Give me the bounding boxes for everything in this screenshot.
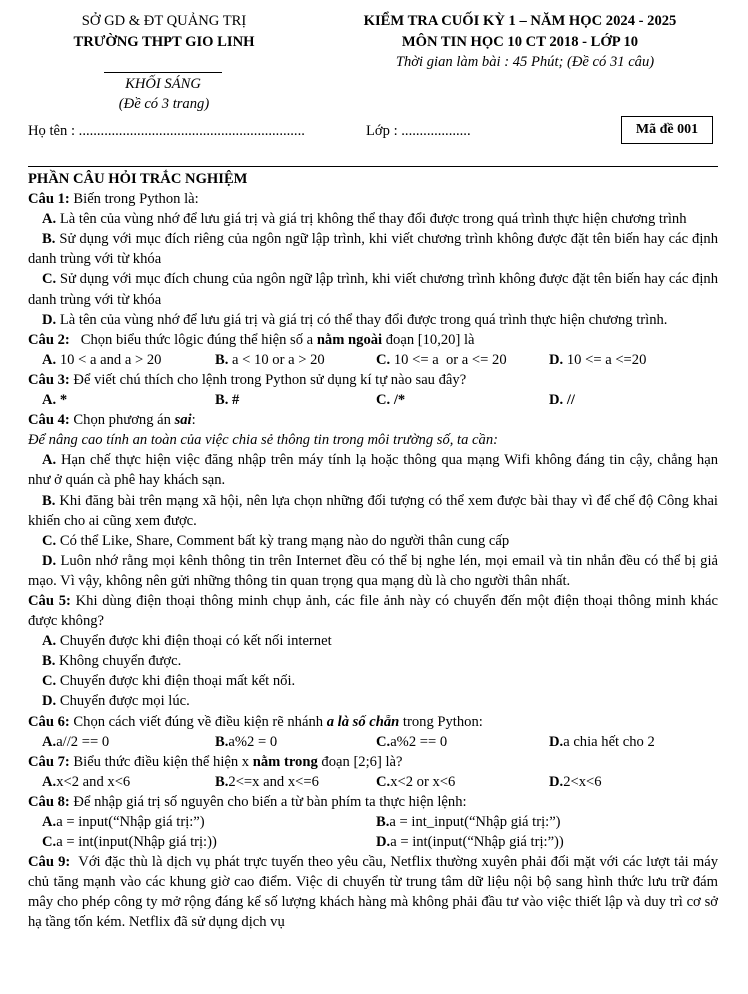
question-label: Câu 4: [28, 412, 70, 429]
option-letter: D. [42, 311, 57, 328]
dept-name: SỞ GD & ĐT QUẢNG TRỊ [81, 13, 247, 29]
time-note: Thời gian làm bài : 45 Phút; (Đề có 31 câu) [395, 54, 655, 70]
question-4 [28, 410, 718, 430]
option-a: A.a//2 == 0 [42, 733, 110, 750]
option-d: D. Chuyển được mọi lúc. [42, 693, 190, 710]
question-text: Chọn phương án [69, 412, 175, 429]
option-text: Sử dụng với mục đích chung của ngôn ngữ lập trình, khi viết chương trình không được đặt tên biến hay các định danh trùng với từ khóa [28, 271, 718, 308]
option-c: C.x<2 or x<6 [376, 773, 456, 790]
option-b: B. # [215, 392, 240, 409]
option-d: D.a chia hết cho 2 [549, 733, 655, 750]
option-d: D.2<x<6 [549, 773, 602, 790]
option-d: D. Luôn nhớ rằng mọi kênh thông tin trên Internet đều có thể bị nghe lén, mọi email và tin nhắn đều có thể bị giả mạo. Vì vậy, không nên gửi những thông tin quan trọng qua mạng dù là cho người thân nhất. [28, 552, 718, 589]
option-a: A. Chuyển được khi điện thoại có kết nối internet [42, 633, 332, 650]
question-text-end: trong Python: [399, 713, 483, 730]
question-text: Với đặc thù là dịch vụ phát trực tuyến theo yêu cầu, Netflix thường xuyên phải đối mặt với các lượt tải máy chủ tăng mạnh vào các khung giờ cao điểm. Việc di chuyển từ trung tâm dữ liệu nội bộ sang hình thức lưu trữ đám mây cho phép công ty mở rộng đáng kể số lượng khách hàng mà không phải đầu tư vào việc thiết lập và duy trì cơ sở hạ tầng tốn kém. Netflix đã sử dụng dịch vụ [28, 854, 722, 931]
question-text: Biến trong Python là: [69, 191, 199, 208]
question-text-end: đoạn [10,20] là [382, 331, 475, 348]
question-1 [28, 189, 718, 209]
option-d [28, 310, 718, 330]
question-label: Câu 7: [28, 753, 70, 770]
student-name-field[interactable]: Họ tên : .............................................................. [28, 123, 305, 139]
question-text-end: : [191, 412, 196, 429]
options-row [28, 772, 718, 792]
question-stem: Để nâng cao tính an toàn của việc chia sẻ thông tin trong môi trường số, ta cần: [28, 432, 498, 449]
options-row [28, 732, 718, 752]
question-emphasis: sai [174, 412, 192, 429]
question-text: Để viết chú thích cho lệnh trong Python sử dụng kí tự nào sau đây? [69, 371, 467, 388]
option-d: D. // [549, 392, 575, 409]
question-label: Câu 8: [28, 793, 70, 810]
option-b: B. Khi đăng bài trên mạng xã hội, nên lựa chọn những đối tượng có thể xem được bài thay vì để chế độ Công khai khiến cho ai cũng xem được. [28, 492, 718, 529]
option-c [28, 269, 718, 309]
question-label: Câu 6: [28, 713, 70, 730]
question-text-end: đoạn [2;6] là? [317, 753, 403, 770]
option-a: A.x<2 and x<6 [42, 773, 131, 790]
option-text: Là tên của vùng nhớ để lưu giá trị và giá trị không thể thay đổi được trong quá trình thực hiện chương trình [56, 211, 687, 228]
option-letter: A. [42, 211, 57, 228]
options-row [28, 350, 718, 370]
question-emphasis: a là số chẵn [326, 713, 400, 730]
question-2 [28, 330, 718, 350]
question-label: Câu 9: [28, 854, 71, 871]
question-text: Để nhập giá trị số nguyên cho biến a từ bàn phím ta thực hiện lệnh: [69, 793, 467, 810]
exam-subject: MÔN TIN HỌC 10 CT 2018 - LỚP 10 [401, 34, 639, 50]
question-7 [28, 752, 718, 772]
question-label: Câu 3: [28, 371, 70, 388]
option-b: B.2<=x and x<=6 [215, 773, 319, 790]
question-content [28, 169, 722, 933]
option-c: C. Có thể Like, Share, Comment bất kỳ trang mạng nào do người thân cung cấp [42, 532, 510, 549]
option-letter: C. [42, 271, 57, 288]
header-rule [104, 72, 222, 73]
question-text: Chọn biểu thức lôgic đúng thể hiện số a [69, 331, 317, 348]
option-c: C.a = int(input(Nhập giá trị:)) [42, 834, 217, 851]
page-count: (Đề có 3 trang) [118, 96, 210, 112]
question-5 [28, 591, 718, 631]
question-8 [28, 792, 718, 812]
option-b: B. a < 10 or a > 20 [215, 351, 325, 368]
question-emphasis: nằm trong [252, 753, 318, 770]
options-row [28, 812, 718, 832]
options-row [28, 390, 718, 410]
question-label: Câu 2: [28, 331, 70, 348]
option-a: A. * [42, 392, 68, 409]
option-a: A.a = input(“Nhập giá trị:”) [42, 814, 205, 830]
option-b: B. Không chuyển được. [42, 653, 182, 670]
option-a: A. Hạn chế thực hiện việc đăng nhập trên máy tính lạ hoặc thông qua mạng Wifi không đáng tin cậy, chẳng hạn như ở quán cà phê hay khách sạn. [28, 452, 718, 489]
question-text: Khi dùng điện thoại thông minh chụp ảnh, các file ảnh này có chuyển đến một điện thoại thông minh khác được không? [28, 592, 718, 630]
section-divider [28, 166, 718, 167]
option-b: B.a = int_input(“Nhập giá trị:”) [376, 814, 561, 830]
question-label: Câu 1: [28, 191, 70, 208]
question-text: Biểu thức điều kiện thể hiện x [69, 753, 253, 770]
question-emphasis: nằm ngoài [316, 331, 383, 348]
class-field[interactable]: Lớp : ................... [366, 123, 471, 139]
question-label: Câu 5: [28, 592, 71, 609]
option-letter: B. [42, 231, 56, 248]
option-text: Là tên của vùng nhớ để lưu giá trị và giá trị có thể thay đổi được trong quá trình thực hiện chương trình. [56, 311, 668, 328]
option-d: D.a = int(input(“Nhập giá trị:”)) [376, 834, 564, 851]
option-a [28, 209, 718, 229]
exam-title: KIỂM TRA CUỐI KỲ 1 – NĂM HỌC 2024 - 2025 [363, 13, 677, 29]
option-b: B.a%2 = 0 [215, 733, 278, 750]
section-title: PHẦN CÂU HỎI TRẮC NGHIỆM [28, 171, 248, 187]
option-c: C. Chuyển được khi điện thoại mất kết nối. [42, 673, 296, 690]
question-6 [28, 712, 718, 732]
question-3 [28, 370, 718, 390]
exam-code-box: Mã đề 001 [621, 116, 713, 144]
option-b [28, 229, 718, 269]
option-c: C. 10 <= a or a <= 20 [376, 351, 507, 368]
options-row [28, 832, 718, 852]
school-name: TRƯỜNG THPT GIO LINH [73, 34, 255, 50]
option-d: D. 10 <= a <=20 [549, 351, 647, 368]
question-9 [28, 852, 722, 932]
option-a: A. 10 < a and a > 20 [42, 351, 162, 368]
option-c: C.a%2 == 0 [376, 733, 448, 750]
block-label: KHỐI SÁNG [125, 76, 201, 92]
question-text: Chọn cách viết đúng về điều kiện rẽ nhánh [69, 713, 327, 730]
option-c: C. /* [376, 392, 406, 409]
option-text: Sử dụng với mục đích riêng của ngôn ngữ lập trình, khi viết chương trình không được đặt tên biến hay các định danh trùng với từ khóa [28, 231, 718, 268]
